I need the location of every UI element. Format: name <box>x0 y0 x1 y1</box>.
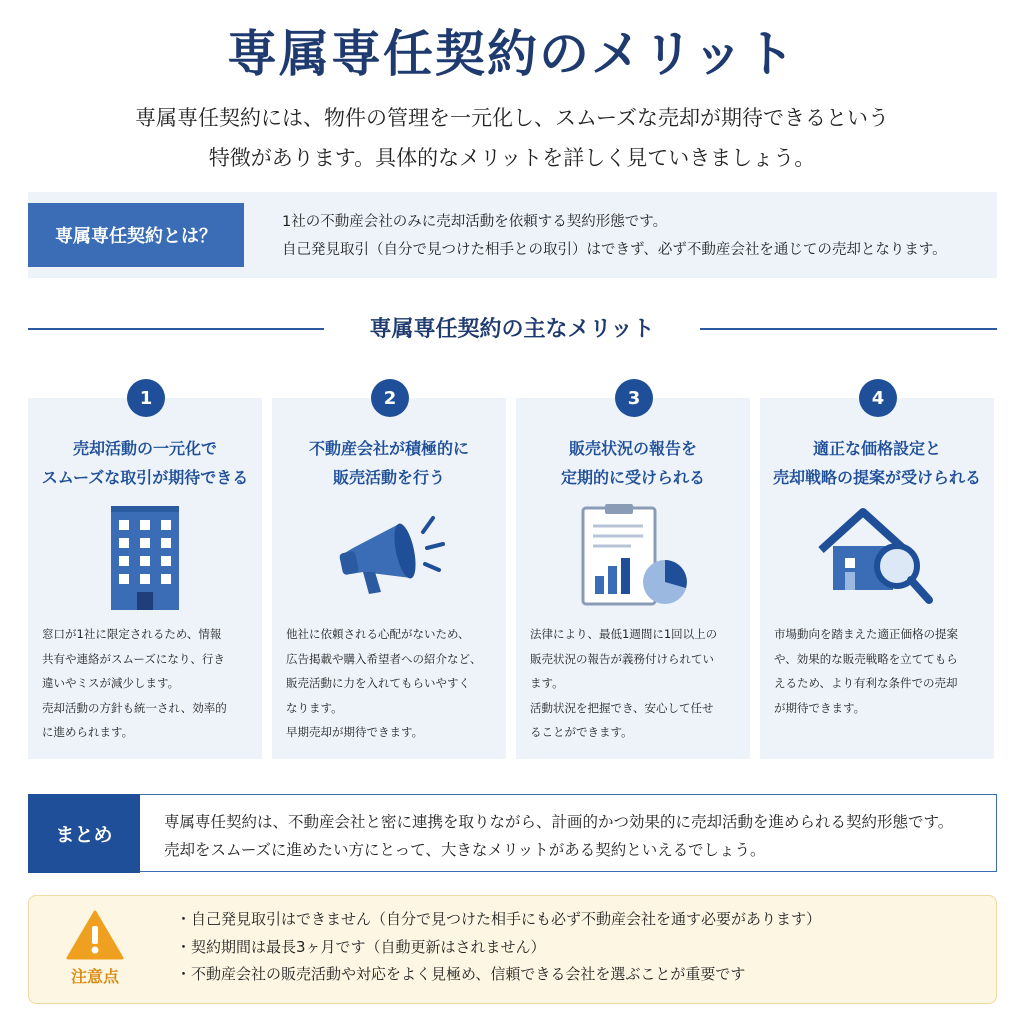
definition-line: 自己発見取引（自分で見つけた相手との取引）はできず、必ず不動産会社を通じての売却となります。 <box>282 242 947 258</box>
merit-card-3 <box>516 398 750 759</box>
merit-body-line: 販売活動に力を入れてもらいやすく <box>286 676 470 690</box>
merit-body-line: が期待できます。 <box>774 700 866 715</box>
section-divider-left <box>28 328 324 330</box>
merit-body-line: 活動状況を把握でき、安心して任せ <box>530 700 714 715</box>
merit-card-body <box>42 622 256 745</box>
merit-body-line: や、効果的な販売戦略を立ててもら <box>774 651 958 666</box>
office-building-icon <box>85 502 205 614</box>
merit-card-title <box>760 434 994 492</box>
merit-body-line: なります。 <box>286 700 343 715</box>
definition-line: 1社の不動産会社のみに売却活動を依頼する契約形態です。 <box>282 214 668 230</box>
merit-title-line: 不動産会社が積極的に <box>308 439 469 458</box>
merit-card-title <box>28 434 262 492</box>
merit-card-body <box>774 622 988 720</box>
merit-title-line: 売却活動の一元化で <box>72 439 217 458</box>
merit-card-2 <box>272 398 506 759</box>
merit-title-line: 販売状況の報告を <box>568 439 697 458</box>
merit-body-line: 法律により、最低1週間に1回以上の <box>530 627 718 641</box>
merit-number-2: 2 <box>371 379 409 417</box>
merit-card-body <box>286 622 500 745</box>
merit-body-line: ます。 <box>530 676 564 690</box>
merit-card-title <box>272 434 506 492</box>
caution-item: ・契約期間は最長3ヶ月です（自動更新はされません） <box>176 937 546 956</box>
merit-card-body <box>530 622 744 745</box>
merit-body-line: に進められます。 <box>42 725 134 739</box>
summary-text <box>164 808 984 864</box>
lead-line: 特徴があります。具体的なメリットを詳しく見ていきましょう。 <box>208 146 816 170</box>
caution-item: ・自己発見取引はできません（自分で見つけた相手にも必ず不動産会社を通す必要があります） <box>176 910 822 928</box>
merit-title-line: 定期的に受けられる <box>560 468 705 487</box>
merit-title-line: スムーズな取引が期待できる <box>41 468 249 487</box>
caution-list <box>176 906 976 989</box>
merit-card-4 <box>760 398 994 759</box>
merit-body-line: 他社に依頼される心配がないため、 <box>286 627 470 641</box>
summary-line: 専属専任契約は、不動産会社と密に連携を取りながら、計画的かつ効果的に売却活動を進められる契約形態です。 <box>164 813 954 831</box>
caution-label: 注意点 <box>70 967 119 986</box>
merit-body-line: 共有や連絡がスムーズになり、行き <box>42 651 225 666</box>
section-title: 専属専任契約の主なメリット <box>369 317 655 342</box>
section-divider-right <box>700 328 997 330</box>
merit-number-4: 4 <box>859 379 897 417</box>
merit-title-line: 売却戦略の提案が受けられる <box>772 468 981 487</box>
merit-body-line: ることができます。 <box>530 725 633 739</box>
merit-body-line: 窓口が1社に限定されるため、情報 <box>42 627 222 641</box>
merit-body-line: 市場動向を踏まえた適正価格の提案 <box>774 627 958 641</box>
definition-text <box>282 208 982 264</box>
merit-body-line: 売却活動の方針も統一され、効率的 <box>42 700 227 715</box>
merit-card-1 <box>28 398 262 759</box>
merit-body-line: えるため、より有利な条件での売却 <box>774 676 958 690</box>
report-chart-icon <box>573 502 693 614</box>
definition-label: 専属専任契約とは？ <box>28 203 244 267</box>
house-magnifier-icon <box>817 502 937 614</box>
page-title: 専属専任契約のメリット <box>227 24 797 83</box>
merit-number-1: 1 <box>127 379 165 417</box>
merit-card-title <box>516 434 750 492</box>
warning-icon <box>66 910 124 960</box>
summary-line: 売却をスムーズに進めたい方にとって、大きなメリットがある契約といえるでしょう。 <box>164 841 766 859</box>
merit-title-line: 販売活動を行う <box>332 468 445 487</box>
merit-body-line: 違いやミスが減少します。 <box>42 676 180 690</box>
merit-body-line: 広告掲載や購入希望者への紹介など、 <box>286 651 482 666</box>
merit-title-line: 適正な価格設定と <box>812 439 941 458</box>
summary-label: まとめ <box>28 794 140 873</box>
merit-number-3: 3 <box>615 379 653 417</box>
merit-body-line: 販売状況の報告が義務付けられてい <box>530 651 714 666</box>
merit-body-line: 早期売却が期待できます。 <box>286 725 424 739</box>
lead-text <box>60 98 964 178</box>
megaphone-icon <box>329 502 449 614</box>
lead-line: 専属専任契約には、物件の管理を一元化し、スムーズな売却が期待できるという <box>135 106 889 130</box>
caution-item: ・不動産会社の販売活動や対応をよく見極め、信頼できる会社を選ぶことが重要です <box>176 965 746 983</box>
